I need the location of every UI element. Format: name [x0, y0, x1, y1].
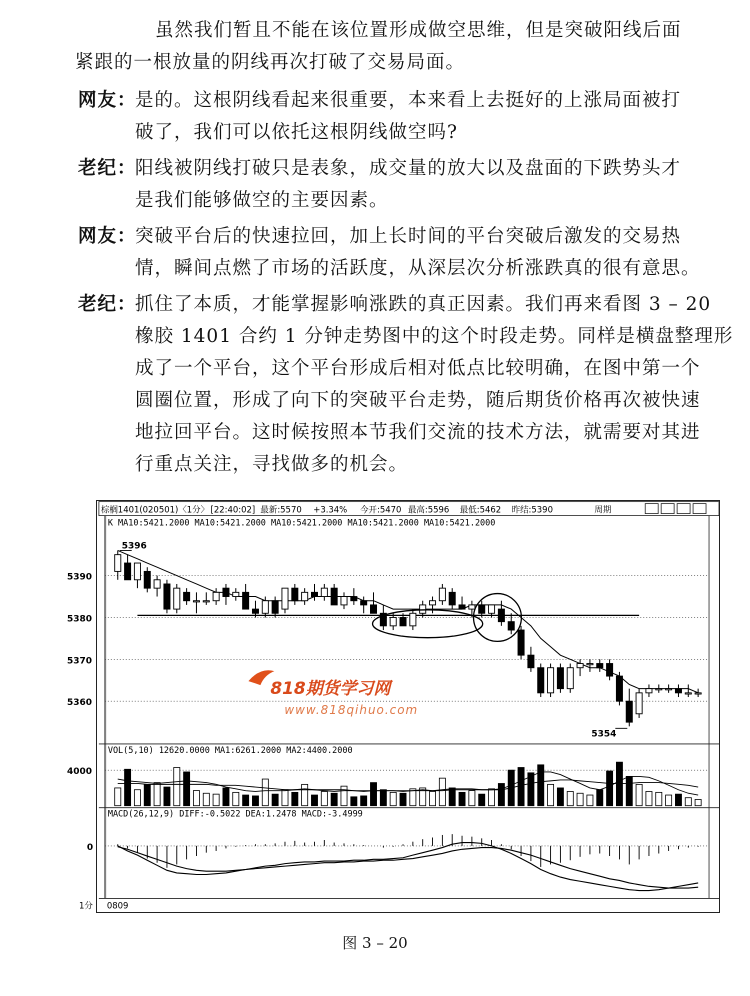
candle-body: [548, 668, 554, 693]
candle: [223, 584, 229, 605]
volume-bar: [489, 789, 495, 806]
candle-body: [439, 588, 445, 601]
candle: [292, 584, 298, 605]
volume-bar: [213, 794, 219, 806]
candle-body: [528, 655, 534, 668]
candle: [311, 584, 317, 601]
candle-body: [351, 597, 357, 601]
macd-panel-label: MACD(26,12,9) DIFF:-0.5022 DEA:1.2478 MACD:-3.4999: [107, 808, 363, 819]
candle-body: [429, 601, 435, 605]
candle: [557, 664, 563, 693]
candle-body: [154, 580, 160, 588]
candle-body: [567, 668, 573, 689]
paragraph-line: 紧跟的一根放量的阴线再次打破了交易局面。: [75, 52, 466, 73]
watermark-url: www.818qihuo.com: [284, 702, 419, 717]
candle-body: [361, 601, 367, 605]
candle-body: [459, 605, 465, 609]
speaker-label: 网友：: [78, 90, 137, 111]
price-tick-label: 5390: [66, 572, 92, 583]
chart-high: 最高:5596: [407, 504, 450, 515]
candle: [361, 597, 367, 614]
paragraph-line: 地拉回平台。这时候按照本节我们交流的技术方法，就需要对其进: [135, 422, 701, 443]
candle-body: [498, 609, 504, 622]
paragraph: [78, 153, 715, 217]
candle-body: [134, 563, 140, 580]
candle-body: [675, 689, 681, 693]
volume-bar: [429, 791, 435, 805]
candle-body: [597, 664, 603, 668]
volume-bar: [331, 793, 337, 805]
candle: [134, 563, 140, 588]
volume-bar: [380, 790, 386, 806]
candle: [695, 689, 701, 697]
volume-bar: [675, 794, 681, 806]
candle: [154, 576, 160, 597]
candle-body: [538, 668, 544, 693]
volume-bar: [341, 786, 347, 806]
candle: [597, 659, 603, 672]
candle: [528, 647, 534, 672]
chart-low: 最低:5462: [459, 504, 502, 515]
candle: [380, 605, 386, 630]
candle-body: [174, 588, 180, 609]
candle: [429, 597, 435, 614]
candle-body: [577, 664, 583, 668]
candle-body: [518, 630, 524, 655]
candle-body: [341, 597, 347, 605]
chart-period-label: 周期: [594, 504, 612, 515]
volume-bar: [479, 794, 485, 806]
candle-body: [636, 693, 642, 714]
volume-bar: [203, 793, 209, 805]
candle-body: [390, 617, 396, 625]
volume-bar: [321, 791, 327, 805]
price-panel-label: K MA10:5421.2000 MA10:5421.2000 MA10:5421.2000 MA10:5421.2000 MA10:5421.2000: [107, 517, 496, 528]
candle-body: [164, 584, 170, 609]
chart-instrument: 棕榈1401(020501)〈1分〉: [100, 504, 210, 515]
high-annotation-label: 5396: [121, 541, 147, 552]
candle: [144, 567, 150, 592]
candle: [607, 659, 613, 680]
chart-change: +3.34%: [313, 504, 348, 515]
chart-prev-close: 昨结:5390: [511, 504, 553, 515]
volume-bar: [193, 791, 199, 806]
volume-bar: [144, 784, 150, 805]
footer-time: 0809: [106, 900, 129, 911]
candle: [656, 684, 662, 692]
volume-bar: [577, 793, 583, 805]
candle: [164, 580, 170, 613]
volume-bar: [262, 779, 268, 806]
volume-panel-label: VOL(5,10) 12620.0000 MA1:6261.2000 MA2:4400.2000: [107, 744, 353, 755]
candle: [518, 626, 524, 659]
candle-body: [243, 592, 249, 609]
volume-bar: [370, 783, 376, 806]
paragraph: [78, 85, 715, 149]
volume-bar: [282, 790, 288, 806]
volume-bar: [272, 794, 278, 806]
paragraph: [78, 221, 715, 285]
volume-bar: [154, 783, 160, 806]
volume-bar: [351, 797, 357, 806]
chart-latest: 最新:5570: [260, 504, 302, 515]
volume-bar: [292, 792, 298, 805]
paragraph-line: 破了，我们可以依托这根阴线做空吗?: [135, 122, 458, 143]
volume-tick-label: 4000: [66, 767, 92, 778]
paragraph-line: 是我们能够做空的主要因素。: [135, 190, 389, 211]
candle-body: [420, 605, 426, 613]
candle-body: [685, 693, 691, 694]
candle-body: [311, 592, 317, 596]
paragraph-line: 突破平台后的快速拉回，加上长时间的平台突破后激发的交易热: [135, 226, 682, 247]
volume-bar: [223, 788, 229, 806]
speaker-label: 老纪：: [78, 158, 137, 179]
price-tick-label: 5380: [66, 614, 92, 625]
candle: [636, 689, 642, 718]
volume-bar: [666, 795, 672, 806]
candle-body: [282, 588, 288, 609]
candle-body: [262, 601, 268, 614]
watermark-text: 818期货学习网: [270, 678, 391, 699]
candle: [577, 659, 583, 676]
paragraph: [78, 289, 734, 481]
volume-bar: [636, 784, 642, 805]
candle: [666, 684, 672, 692]
paragraph-line: 虽然我们暂且不能在该位置形成做空思维，但是突破阳线后面: [155, 20, 682, 41]
candle-body: [213, 592, 219, 600]
candle: [272, 597, 278, 618]
candle: [282, 588, 288, 613]
paragraph-line: 抓住了本质，才能掌握影响涨跌的真正因素。我们再来看图 3 – 20: [135, 294, 712, 315]
candle-body: [626, 701, 632, 722]
paragraph: [75, 15, 715, 79]
candle-body: [616, 676, 622, 701]
paragraph-line: 情，瞬间点燃了市场的活跃度，从深层次分析涨跌真的很有意思。: [135, 258, 701, 279]
chart-control-icon: [645, 504, 658, 514]
volume-bar: [134, 790, 140, 806]
candle-body: [489, 605, 495, 613]
volume-bar: [469, 791, 475, 806]
volume-bar: [518, 768, 524, 806]
volume-bar: [311, 795, 317, 806]
candle: [213, 588, 219, 605]
speaker-label: 网友：: [78, 226, 137, 247]
chart-open: 今开:5470: [360, 504, 402, 515]
candle: [538, 664, 544, 697]
footer-period: 1分: [78, 900, 93, 911]
candle: [626, 689, 632, 727]
low-annotation-label: 5354: [591, 729, 617, 740]
candle-body: [331, 588, 337, 605]
candle-body: [646, 689, 652, 693]
paragraph-line: 圆圈位置，形成了向下的突破平台走势，随后期货价格再次被快速: [135, 390, 701, 411]
volume-bar: [695, 799, 701, 805]
chart-control-icon: [661, 504, 674, 514]
volume-bar: [361, 796, 367, 806]
chart-svg: [59, 501, 719, 912]
candle: [616, 672, 622, 705]
volume-bar: [626, 776, 632, 805]
candle: [675, 684, 681, 697]
paragraph-line: 阳线被阴线打破只是表象，成交量的放大以及盘面的下跌势头才: [135, 158, 682, 179]
candle-body: [508, 622, 514, 630]
candle-body: [695, 693, 701, 694]
candle-body: [370, 605, 376, 613]
macd-diff-line: [118, 843, 698, 891]
candle: [685, 684, 691, 697]
volume-bar: [115, 788, 121, 806]
volume-bar: [646, 791, 652, 805]
volume-bar: [685, 798, 691, 806]
candle: [302, 588, 308, 605]
candle-body: [469, 605, 475, 609]
candle: [370, 592, 376, 613]
candle: [233, 588, 239, 601]
volume-bar: [459, 792, 465, 805]
volume-bar: [174, 768, 180, 806]
volume-bar: [656, 792, 662, 805]
volume-bar: [125, 769, 131, 805]
paragraph-line: 成了一个平台，这个平台形成后相对低点比较明确，在图中第一个: [135, 358, 701, 379]
volume-bar: [400, 793, 406, 805]
candle-body: [666, 689, 672, 690]
candle: [548, 664, 554, 697]
candle-body: [449, 592, 455, 605]
volume-bar: [233, 792, 239, 805]
candle-body: [656, 689, 662, 690]
candle: [174, 584, 180, 613]
speaker-label: 老纪：: [78, 294, 137, 315]
breakdown-ellipse: [373, 610, 483, 638]
paragraph-line: 行重点关注，寻找做多的机会。: [135, 454, 409, 475]
candle: [459, 597, 465, 610]
candle-body: [587, 664, 593, 665]
volume-bar: [498, 783, 504, 805]
volume-bar: [449, 788, 455, 806]
candle: [321, 584, 327, 601]
candle: [243, 584, 249, 609]
volume-bar: [548, 784, 554, 805]
candle-body: [115, 555, 121, 572]
volume-bar: [184, 772, 190, 806]
candle-body: [302, 592, 308, 600]
volume-bar: [567, 791, 573, 805]
volume-bar: [538, 765, 544, 806]
candle-body: [607, 664, 613, 677]
candle: [587, 659, 593, 672]
candle: [341, 592, 347, 609]
futures-chart: [66, 500, 720, 913]
candle: [193, 592, 199, 613]
candle: [439, 584, 445, 605]
volume-bar: [390, 792, 396, 805]
candle-body: [400, 617, 406, 625]
volume-bar: [410, 789, 416, 806]
volume-bar: [597, 790, 603, 806]
volume-bar: [616, 762, 622, 806]
volume-bar: [607, 771, 613, 806]
candle-body: [223, 588, 229, 596]
candle: [449, 588, 455, 609]
candle: [203, 592, 209, 605]
candle: [125, 555, 131, 580]
volume-bar: [302, 784, 308, 805]
chart-time: [22:40:02]: [210, 504, 256, 515]
candle-body: [252, 609, 258, 613]
candle: [508, 613, 514, 634]
candle: [646, 684, 652, 697]
candle: [351, 588, 357, 605]
candle-body: [410, 613, 416, 626]
volume-bar: [587, 795, 593, 806]
volume-bar: [252, 796, 258, 806]
volume-bar: [557, 788, 563, 806]
macd-dea-line: [118, 847, 698, 888]
price-tick-label: 5370: [66, 656, 92, 667]
candle: [567, 664, 573, 693]
volume-bar: [243, 795, 249, 806]
candle-body: [193, 601, 199, 602]
candle-body: [233, 592, 239, 596]
paragraph-line: 橡胶 1401 合约 1 分钟走势图中的这个时段走势。同样是横盘整理形: [135, 326, 734, 347]
candle-body: [184, 592, 190, 600]
candle-body: [292, 588, 298, 601]
figure-caption: 图 3 – 20: [342, 934, 408, 952]
price-tick-label: 5360: [66, 698, 92, 709]
candle-body: [272, 601, 278, 614]
volume-bar: [164, 787, 170, 806]
candle: [331, 584, 337, 605]
candle: [410, 609, 416, 630]
paragraph-line: 是的。这根阴线看起来很重要，本来看上去挺好的上涨局面被打: [135, 90, 682, 111]
candle-body: [125, 563, 131, 580]
chart-control-icon: [677, 504, 690, 514]
candle-body: [557, 668, 563, 689]
volume-bar: [439, 778, 445, 806]
chart-control-icon: [693, 504, 706, 514]
candle-body: [479, 605, 485, 613]
candle-body: [321, 588, 327, 596]
candle-body: [203, 601, 209, 602]
candle-body: [144, 571, 150, 588]
candle: [184, 588, 190, 605]
macd-tick-label: 0: [86, 842, 94, 853]
